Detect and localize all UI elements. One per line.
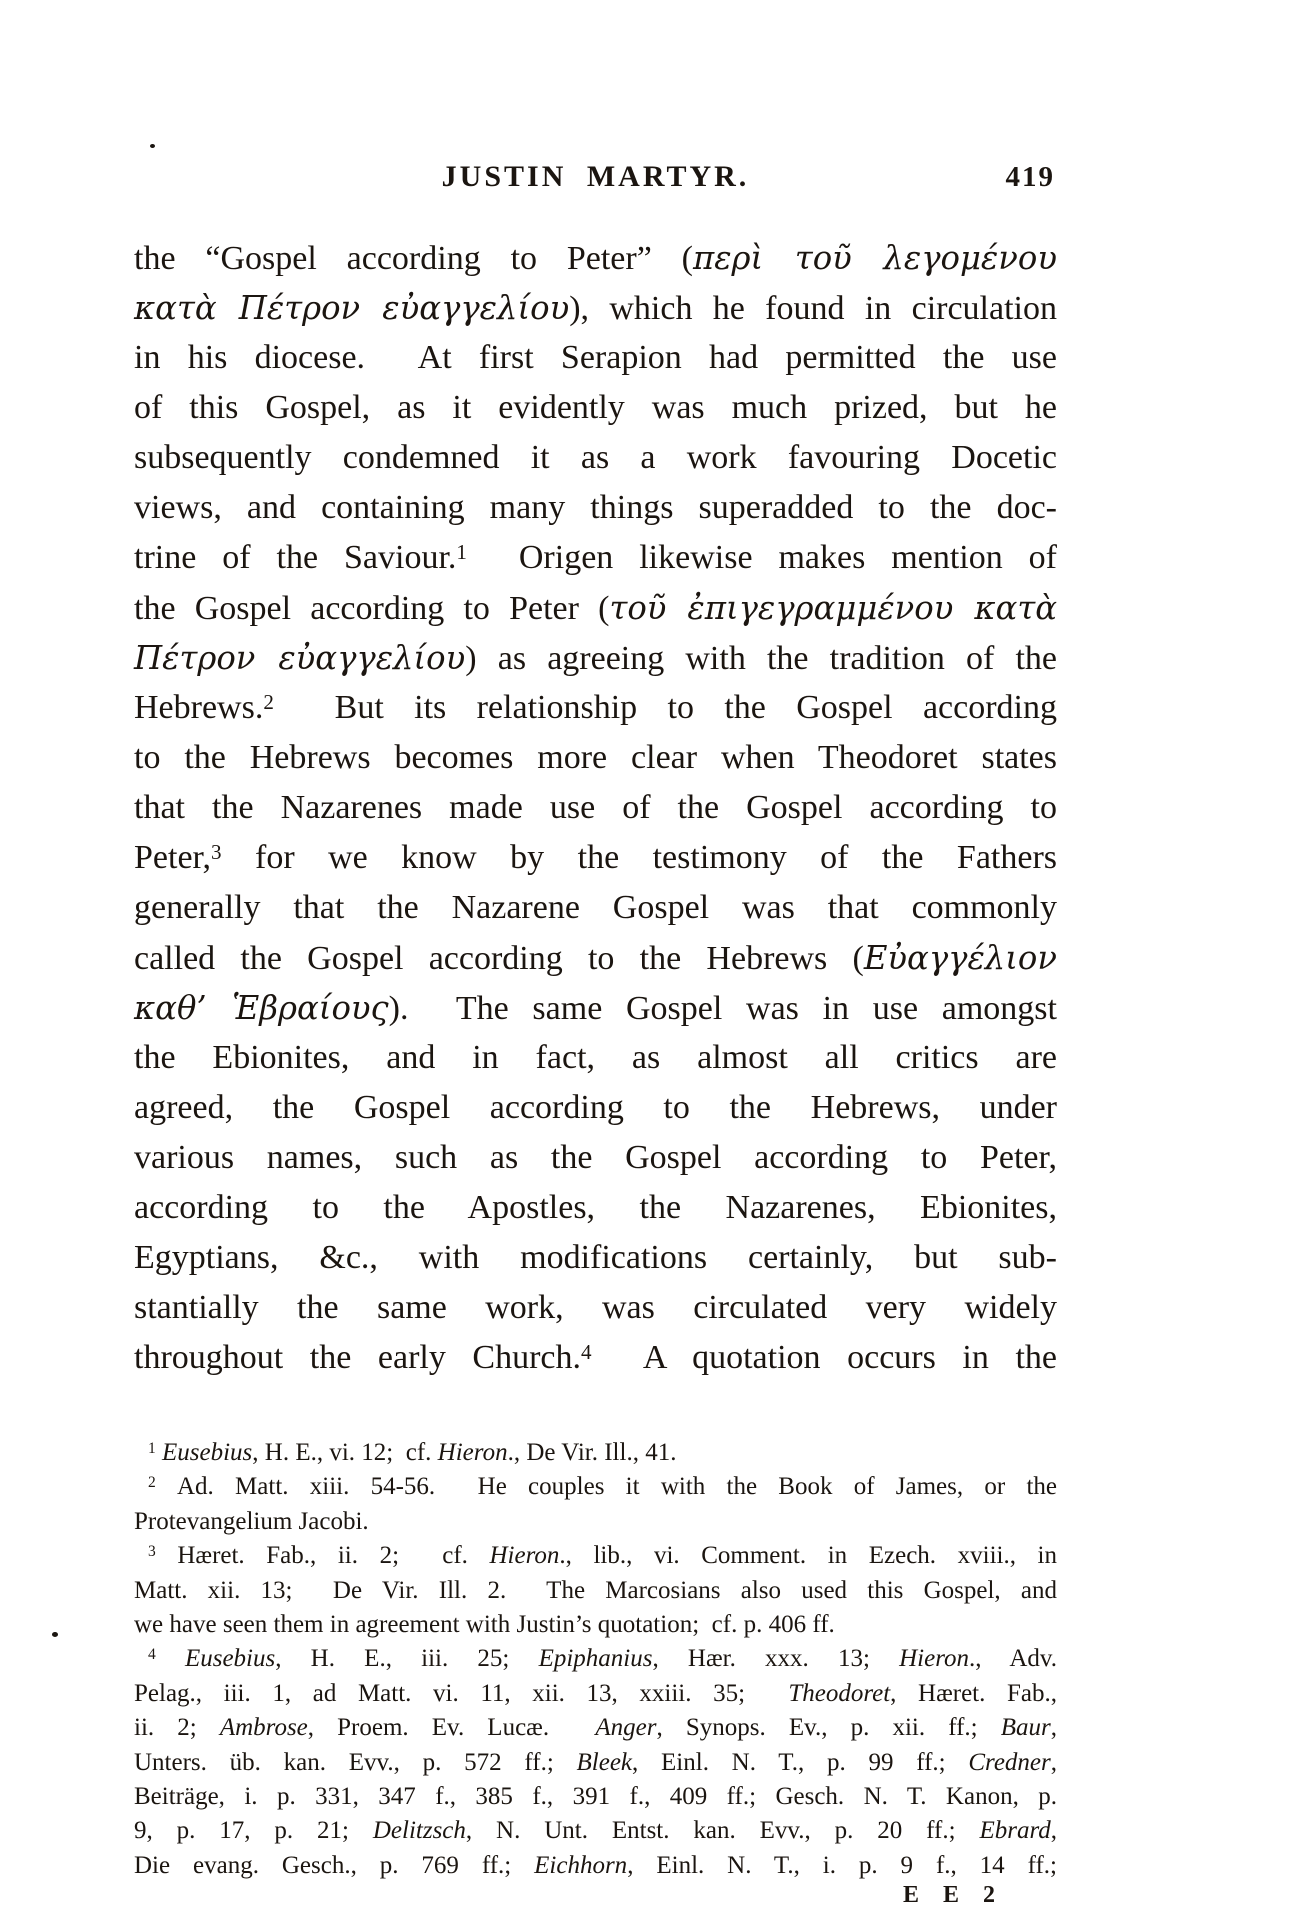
scan-speck-top [150, 144, 155, 148]
greek-text: περὶ τοῦ λεγομένου [693, 239, 1057, 277]
body-text-line [134, 933, 1057, 983]
italic-text: Eichhorn [534, 1851, 628, 1879]
greek-text: Εὐαγγέλιον [863, 939, 1057, 977]
italic-text: Ambrose [219, 1714, 308, 1742]
body-text-line [134, 1083, 1057, 1133]
italic-text: Epiphanius [538, 1645, 653, 1673]
text-segment: ), which he found in circulation [569, 290, 1057, 327]
body-text-line [134, 1183, 1057, 1233]
text-segment: the “Gospel according to Peter” ( [134, 240, 693, 277]
text-segment: , N. Unt. Entst. kan. Evv., p. 20 ff.; [465, 1817, 980, 1845]
text-segment: , Synops. Ev., p. xii. ff.; [656, 1714, 1001, 1742]
footnote-line [134, 1505, 1057, 1539]
body-text-line [134, 683, 1057, 733]
text-segment: called the Gospel according to the Hebrews ( [134, 940, 864, 977]
text-segment: Ad. Matt. xiii. 54-56. He couples it with the Book of James, or the [155, 1473, 1057, 1501]
text-segment: ., Adv. [969, 1645, 1058, 1673]
text-segment: for we know by the testimony of the Fathers [221, 839, 1057, 876]
body-text-line [134, 783, 1057, 833]
body-text-line [134, 1283, 1057, 1333]
footnote-line [134, 1436, 1057, 1470]
footnote-line [134, 1849, 1057, 1883]
body-text-line [134, 733, 1057, 783]
text-segment: views, and containing many things superadded to the doc- [134, 489, 1057, 526]
greek-text: καθ’ Ἑβραίους [134, 989, 389, 1027]
text-segment: Beiträge, i. p. 331, 347 f., 385 f., 391 f., 409 ff.; Gesch. N. T. Kanon, p. [134, 1782, 1057, 1810]
text-segment: , [1050, 1714, 1057, 1742]
text-segment: ). The same Gospel was in use amongst [388, 990, 1057, 1027]
italic-text: Eusebius [162, 1439, 253, 1466]
body-text-line [134, 1033, 1057, 1083]
italic-text: Eusebius [184, 1645, 276, 1673]
footnote-reference: 4 [148, 1646, 156, 1664]
italic-text: Bleek [576, 1748, 633, 1776]
text-segment: subsequently condemned it as a work favouring Docetic [134, 439, 1057, 476]
text-segment: But its relationship to the Gospel according [273, 689, 1057, 726]
text-segment: of this Gospel, as it evidently was much prized, but he [134, 389, 1057, 426]
footnote-line [134, 1814, 1057, 1848]
text-segment: in his diocese. At first Serapion had permitted the use [134, 339, 1057, 376]
text-segment: the Ebionites, and in fact, as almost all critics are [134, 1039, 1057, 1076]
footnote-line [134, 1711, 1057, 1745]
text-segment: , [1050, 1748, 1057, 1776]
text-segment: Matt. xii. 13; De Vir. Ill. 2. The Marcosians also used this Gospel, and [134, 1576, 1057, 1604]
footnote-reference: 2 [263, 689, 274, 714]
italic-text: Hieron [899, 1645, 970, 1673]
footnote-line [134, 1539, 1057, 1573]
footnote-line [134, 1677, 1057, 1711]
text-segment: the Gospel according to Peter ( [134, 590, 610, 627]
page-title: JUSTIN MARTYR. [441, 160, 750, 193]
greek-text: κατὰ Πέτρον εὐαγγελίου [134, 289, 570, 327]
body-text-line [134, 833, 1057, 883]
text-segment: , Hæret. Fab., [890, 1679, 1057, 1707]
page-number: 419 [1005, 161, 1055, 193]
text-segment: stantially the same work, was circulated very widely [134, 1289, 1057, 1326]
footnote-line [134, 1746, 1057, 1780]
text-segment: ., De Vir. Ill., 41. [507, 1439, 677, 1466]
text-segment: according to the Apostles, the Nazarenes, Ebionites, [134, 1189, 1057, 1226]
footnote-line [134, 1642, 1057, 1676]
text-segment: Hæret. Fab., ii. 2; cf. [155, 1542, 490, 1570]
scan-speck-left [52, 1632, 58, 1637]
text-segment: A quotation occurs in the [591, 1339, 1057, 1376]
text-segment: we have seen them in agreement with Justin’s quotation; cf. p. 406 ff. [134, 1610, 835, 1638]
text-segment: , Hær. xxx. 13; [652, 1645, 900, 1673]
footnotes [134, 1436, 1057, 1883]
footnote-line [134, 1574, 1057, 1608]
greek-text: τοῦ ἐπιγεγραμμένου κατὰ [609, 589, 1058, 627]
text-segment: 9, p. 17, p. 21; [134, 1817, 373, 1845]
text-segment: Egyptians, &c., with modifications certainly, but sub- [134, 1239, 1057, 1276]
footnote-reference: 3 [211, 839, 222, 864]
italic-text: Hieron [437, 1439, 508, 1466]
italic-text: Ebrard [979, 1817, 1051, 1845]
body-text-line [134, 483, 1057, 533]
text-segment: , Proem. Ev. Lucæ. [307, 1714, 596, 1742]
italic-text: Credner [968, 1748, 1051, 1776]
body-text-line [134, 333, 1057, 383]
body-text-line [134, 883, 1057, 933]
body-text-line [134, 583, 1057, 633]
text-segment: ., lib., vi. Comment. in Ezech. xviii., in [559, 1542, 1058, 1570]
footnote-reference: 1 [148, 1440, 156, 1458]
italic-text: Baur [1000, 1714, 1051, 1742]
text-segment: Origen likewise makes mention of [466, 539, 1057, 576]
text-segment: that the Nazarenes made use of the Gospel according to [134, 789, 1057, 826]
body-text-line [134, 983, 1057, 1033]
italic-text: Hieron [489, 1542, 560, 1570]
body-text-line [134, 383, 1057, 433]
greek-text: Πέτρον εὐαγγελίου [134, 639, 466, 677]
body-text-line [134, 1133, 1057, 1183]
body-text-line [134, 233, 1057, 283]
footnote-reference: 1 [456, 539, 467, 564]
text-segment: Die evang. Gesch., p. 769 ff.; [134, 1851, 535, 1879]
footnote-reference: 4 [581, 1339, 592, 1364]
text-segment: , Einl. N. T., p. 99 ff.; [632, 1748, 969, 1776]
italic-text: Anger [595, 1714, 657, 1742]
body-text-line [134, 1233, 1057, 1283]
text-segment: Hebrews. [134, 689, 264, 726]
text-segment: Protevangelium Jacobi. [134, 1507, 369, 1535]
footnote-line [134, 1470, 1057, 1504]
body-text-line [134, 283, 1057, 333]
text-segment: , Einl. N. T., i. p. 9 f., 14 ff.; [627, 1851, 1057, 1879]
footnote-line [134, 1780, 1057, 1814]
italic-text: Theodoret [788, 1679, 891, 1707]
body-text-line [134, 433, 1057, 483]
text-segment: Unters. üb. kan. Evv., p. 572 ff.; [134, 1748, 577, 1776]
signature-mark: E E 2 [903, 1882, 1005, 1908]
footnote-reference: 3 [148, 1543, 156, 1561]
text-segment: , H. E., iii. 25; [275, 1645, 539, 1673]
text-segment: agreed, the Gospel according to the Hebrews, under [134, 1089, 1057, 1126]
body-text-line [134, 533, 1057, 583]
footnote-reference: 2 [148, 1474, 156, 1492]
body-text-line [134, 633, 1057, 683]
body-text-line [134, 1333, 1057, 1383]
body-text [134, 233, 1057, 1383]
text-segment: , [1050, 1817, 1057, 1845]
text-segment: ii. 2; [134, 1714, 220, 1742]
text-segment: Pelag., iii. 1, ad Matt. vi. 11, xii. 13, xxiii. 35; [134, 1679, 789, 1707]
footnote-line [134, 1608, 1057, 1642]
text-segment: Peter, [134, 839, 211, 876]
text-segment: trine of the Saviour. [134, 539, 457, 576]
text-segment: throughout the early Church. [134, 1339, 582, 1376]
text-segment: generally that the Nazarene Gospel was that commonly [134, 889, 1057, 926]
text-segment: , H. E., vi. 12; cf. [252, 1439, 438, 1466]
text-segment: various names, such as the Gospel according to Peter, [134, 1139, 1057, 1176]
text-segment [156, 1645, 185, 1672]
page-header [134, 160, 1057, 200]
italic-text: Delitzsch [372, 1817, 466, 1845]
text-segment: to the Hebrews becomes more clear when Theodoret states [134, 739, 1057, 776]
text-segment: ) as agreeing with the tradition of the [465, 640, 1057, 677]
